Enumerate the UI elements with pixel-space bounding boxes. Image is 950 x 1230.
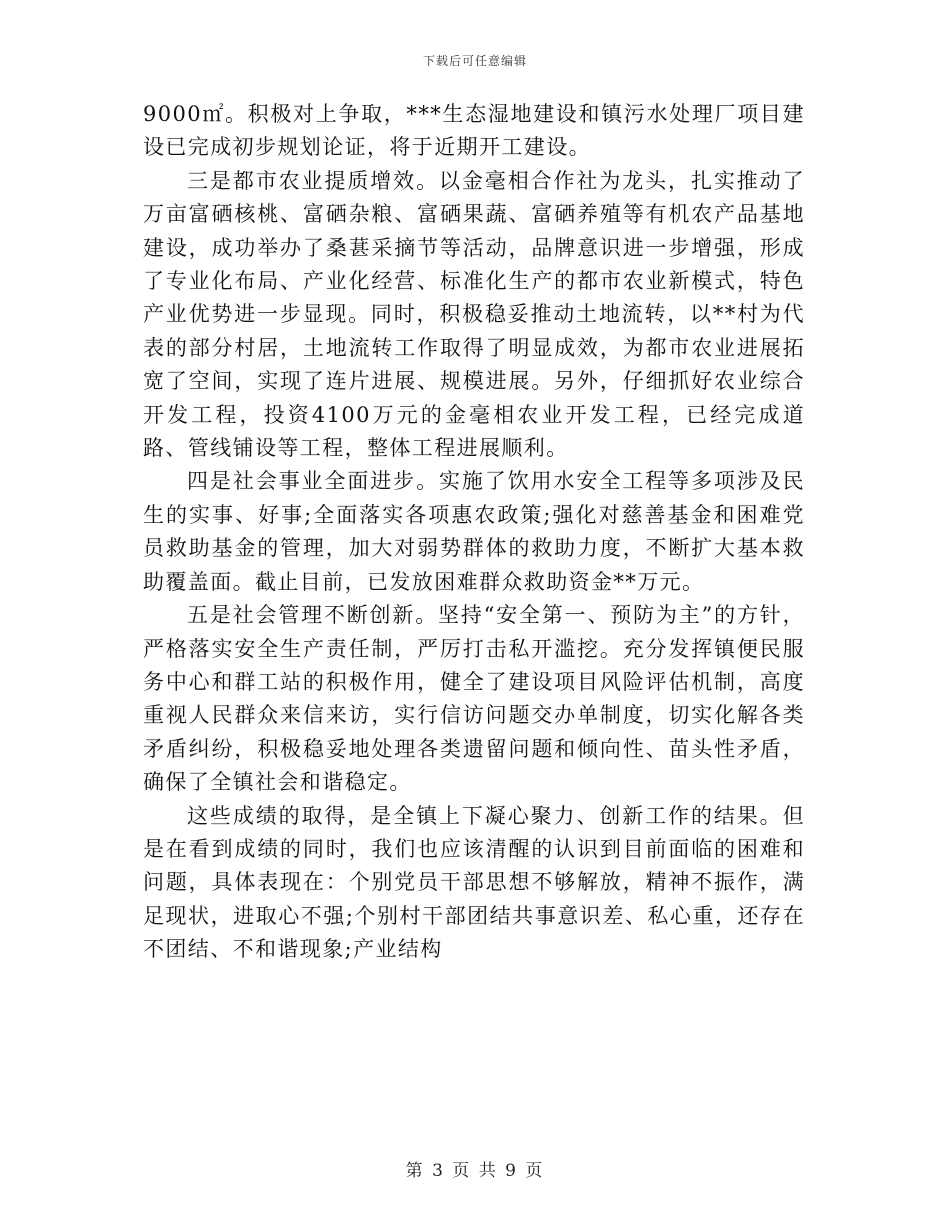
paragraph-3: 四是社会事业全面进步。实施了饮用水安全工程等多项涉及民生的实事、好事;全面落实各项惠农政策;强化对慈善基金和困难党员救助基金的管理，加大对弱势群体的救助力度，不断扩大基本救助覆盖面。截止目前，已发放困难群众救助资金**万元。	[143, 469, 805, 594]
paragraph-4: 五是社会管理不断创新。坚持“安全第一、预防为主”的方针，严格落实安全生产责任制，严厉打击私开滥挖。充分发挥镇便民服务中心和群工站的积极作用，健全了建设项目风险评估机制，高度重视人民群众来信来访，实行信访问题交办单制度，切实化解各类矛盾纠纷，积极稳妥地处理各类遗留问题和倾向性、苗头性矛盾，确保了全镇社会和谐稳定。	[143, 603, 805, 795]
page-header: 下载后可任意编辑	[422, 54, 527, 68]
page-number: 第 3 页 共 9 页	[405, 1161, 545, 1181]
paragraph-5: 这些成绩的取得，是全镇上下凝心聚力、创新工作的结果。但是在看到成绩的同时，我们也应该清醒的认识到目前面临的困难和问题，具体表现在：个别党员干部思想不够解放，精神不振作，满足现状，进取心不强;个别村干部团结共事意识差、私心重，还存在不团结、不和谐现象;产业结构	[143, 803, 805, 962]
document-body	[143, 98, 805, 967]
paragraph-1: 9000㎡。积极对上争取，***生态湿地建设和镇污水处理厂项目建设已完成初步规划论证，将于近期开工建设。	[143, 102, 805, 160]
paragraph-2: 三是都市农业提质增效。以金毫相合作社为龙头，扎实推动了万亩富硒核桃、富硒杂粮、富硒果蔬、富硒养殖等有机农产品基地建设，成功举办了桑葚采摘节等活动，品牌意识进一步增强，形成了专业化布局、产业化经营、标准化生产的都市农业新模式，特色产业优势进一步显现。同时，积极稳妥推动土地流转，以**村为代表的部分村居，土地流转工作取得了明显成效，为都市农业进展拓宽了空间，实现了连片进展、规模进展。另外，仔细抓好农业综合开发工程，投资4100万元的金毫相农业开发工程，已经完成道路、管线铺设等工程，整体工程进展顺利。	[143, 168, 805, 461]
